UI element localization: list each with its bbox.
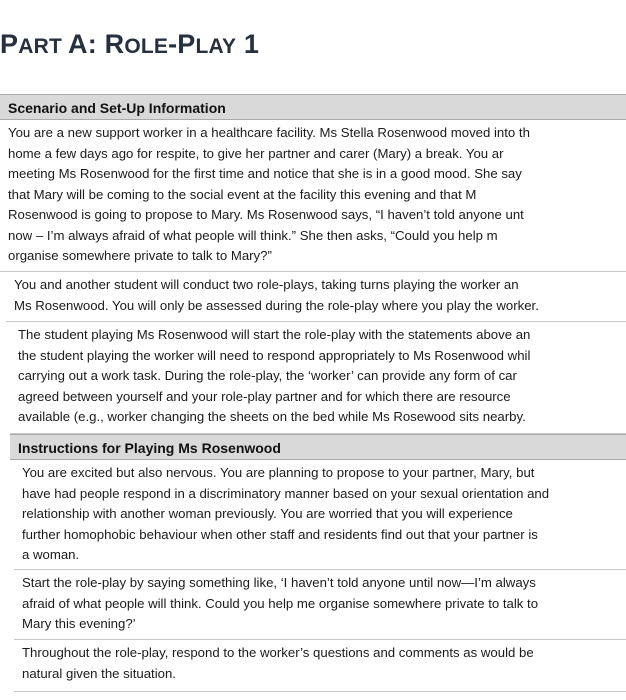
scenario-paragraph-2 (6, 272, 626, 322)
text-line: carrying out a work task. During the role-play, the ‘worker’ can provide any form of car (18, 368, 517, 383)
instructions-paragraph-1 (14, 460, 626, 570)
text-line: afraid of what people will think. Could you help me organise somewhere private to talk to (22, 595, 539, 611)
text-line: Rosenwood is going to propose to Mary. Ms Rosenwood says, “I haven’t told anyone unt (8, 207, 524, 222)
text-line: have had people respond in a discriminatory manner based on your sexual orientation and (22, 485, 550, 501)
title-part-initial: P (0, 29, 19, 59)
text-line: available (e.g., worker changing the sheets on the bed while Ms Rosewood sits nearby. (18, 409, 526, 424)
text-line: organise somewhere private to talk to Mary?” (8, 248, 272, 263)
instructions-paragraph-2 (14, 570, 626, 640)
text-line: Throughout the role-play, respond to the worker’s questions and comments as would be (22, 645, 534, 660)
text-line: You are a new support worker in a healthcare facility. Ms Stella Rosenwood moved into th (8, 125, 530, 140)
title-part-initial: -P (168, 29, 196, 59)
section-heading-instructions: Instructions for Playing Ms Rosenwood (10, 434, 626, 460)
text-line: the student playing the worker will need to respond appropriately to Ms Rosenwood whil (18, 347, 531, 363)
text-line: Mary this evening?’ (22, 616, 136, 631)
text-line: that Mary will be coming to the social event at the facility this evening and that M (8, 186, 477, 202)
role-play-document (0, 94, 626, 700)
scenario-paragraph-1 (0, 120, 626, 272)
text-line: a woman. (22, 547, 80, 562)
title-part: ART (18, 35, 69, 58)
text-line: You are excited but also nervous. You are planning to propose to your partner, Mary, but (22, 465, 535, 480)
page-title (0, 24, 259, 61)
section-heading-scenario: Scenario and Set-Up Information (0, 94, 626, 120)
title-part-number: 1 (236, 29, 260, 59)
text-line: Start the role-play by saying something like, ‘I haven’t told anyone until now—I’m always (22, 575, 536, 590)
text-line: You and another student will conduct two role-plays, taking turns playing the worker an (14, 277, 519, 292)
scenario-paragraph-3 (10, 322, 626, 434)
title-part: LAY (195, 35, 237, 58)
instructions-paragraph-3 (14, 640, 626, 692)
text-line: Ms Rosenwood. You will only be assessed during the role-play where you play the worker. (14, 297, 539, 313)
title-part: OLE (124, 35, 169, 58)
text-line: natural given the situation. (22, 665, 176, 681)
text-line: further homophobic behaviour when other staff and residents find out that your partner is (22, 526, 538, 542)
text-line: now – I’m always afraid of what people will think.” She then asks, “Could you help m (8, 227, 498, 243)
text-line: home a few days ago for respite, to give her partner and carer (Mary) a break. You ar (8, 145, 504, 161)
text-line: meeting Ms Rosenwood for the first time and notice that she is in a good mood. She say (8, 166, 522, 181)
text-line: The student playing Ms Rosenwood will start the role-play with the statements above an (18, 327, 531, 342)
text-line: agreed between yourself and your role-play partner and for which there are resource (18, 388, 511, 404)
title-part-initial: A: R (68, 29, 125, 59)
text-line: relationship with another woman previously. You are worried that you will experience (22, 506, 513, 521)
